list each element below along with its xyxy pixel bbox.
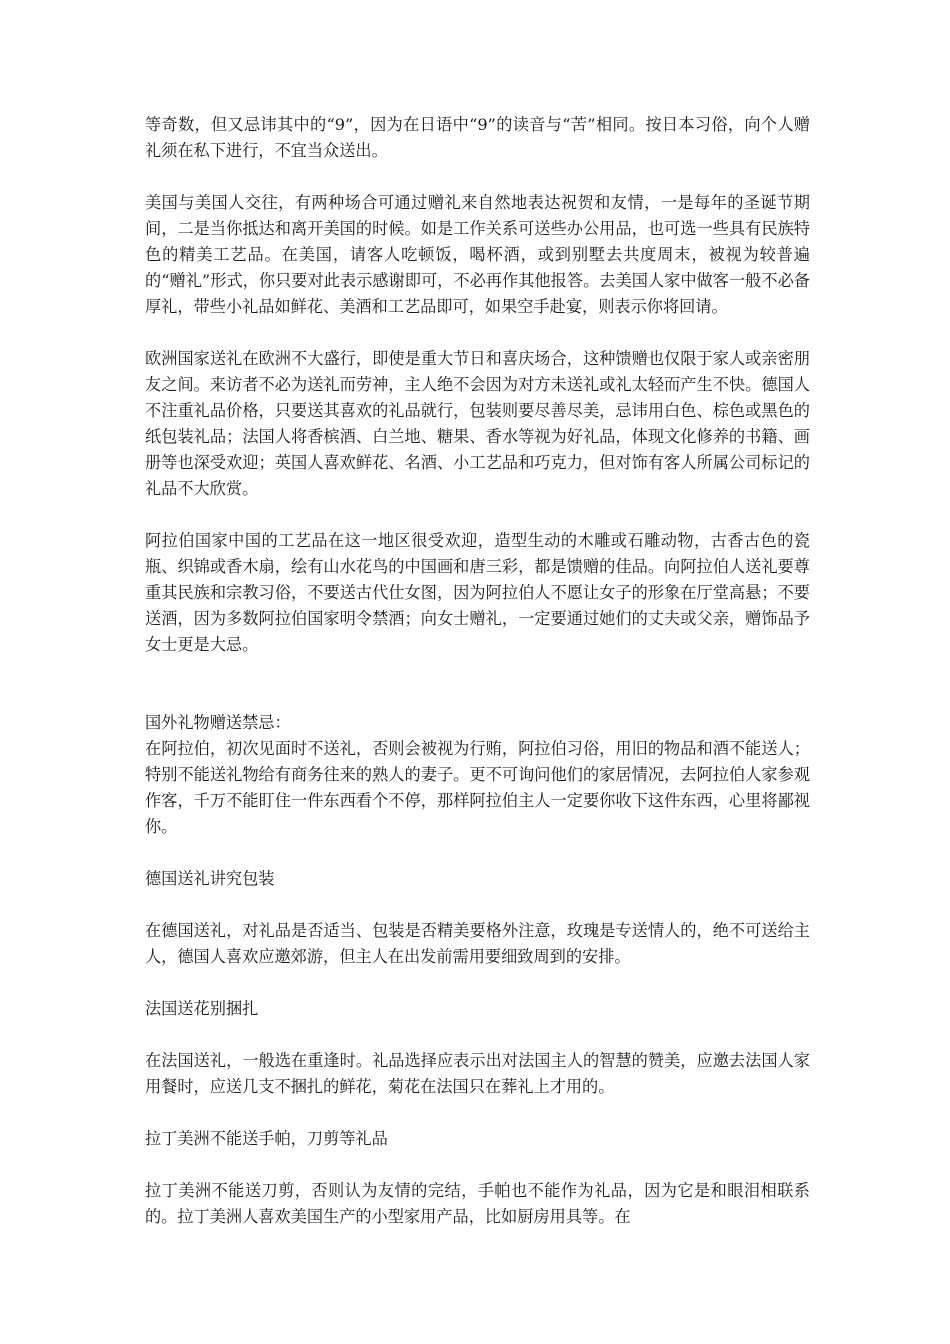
paragraph-usa-gifts: 美国与美国人交往，有两种场合可通过赠礼来自然地表达祝贺和友情，一是每年的圣诞节期间，二是当你抵达和离开美国的时候。如是工作关系可送些办公用品，也可选一些具有民族特色的精美工艺品。在美国，请客人吃顿饭，喝杯酒，或到别墅去共度周末，被视为较普遍的“赠礼”形式，你只要对此表示感谢即可，不必再作其他报答。去美国人家中做客一般不必备厚礼，带些小礼品如鲜花、美酒和工艺品即可，如果空手赴宴，则表示你将回请。 [145, 193, 810, 316]
paragraph-japan-custom: 等奇数，但又忌讳其中的“9”，因为在日语中“9”的读音与“苦”相同。按日本习俗，向个人赠礼须在私下进行，不宜当众送出。 [145, 115, 810, 160]
document-page [145, 112, 810, 1256]
heading-latin-america: 拉丁美洲不能送手帕，刀剪等礼品 [145, 1129, 388, 1148]
paragraph-europe-gifts: 欧洲国家送礼在欧洲不大盛行，即使是重大节日和喜庆场合，这种馈赠也仅限于家人或亲密朋友之间。来访者不必为送礼而劳神，主人绝不会因为对方未送礼或礼太轻而产生不快。德国人不注重礼品价格，只要送其喜欢的礼品就行，包装则要尽善尽美，忌讳用白色、棕色或黑色的纸包装礼品；法国人将香槟酒、白兰地、糖果、香水等视为好礼品，体现文化修养的书籍、画册等也深受欢迎；英国人喜欢鲜花、名酒、小工艺品和巧克力，但对饰有客人所属公司标记的礼品不大欣赏。 [145, 349, 810, 498]
paragraph-arab-gifts: 阿拉伯国家中国的工艺品在这一地区很受欢迎，造型生动的木雕或石雕动物，古香古色的瓷瓶、织锦或香木扇，绘有山水花鸟的中国画和唐三彩，都是馈赠的佳品。向阿拉伯人送礼要尊重其民族和宗教习俗，不要送古代仕女图，因为阿拉伯人不愿让女子的形象在厅堂高悬；不要送酒，因为多数阿拉伯国家明令禁酒；向女士赠礼，一定要通过她们的丈夫或父亲，赠饰品予女士更是大忌。 [145, 531, 810, 654]
heading-gift-taboos: 国外礼物赠送禁忌： [145, 713, 291, 732]
paragraph-france: 在法国送礼，一般选在重逢时。礼品选择应表示出对法国主人的智慧的赞美，应邀去法国人家用餐时，应送几支不捆扎的鲜花，菊花在法国只在葬礼上才用的。 [145, 1051, 810, 1096]
heading-germany: 德国送礼讲究包装 [145, 869, 275, 888]
paragraph-germany: 在德国送礼，对礼品是否适当、包装是否精美要格外注意，玫瑰是专送情人的，绝不可送给主人，德国人喜欢应邀郊游，但主人在出发前需用要细致周到的安排。 [145, 921, 810, 966]
paragraph-latin-america: 拉丁美洲不能送刀剪，否则认为友情的完结，手帕也不能作为礼品，因为它是和眼泪相联系的。拉丁美洲人喜欢美国生产的小型家用产品，比如厨房用具等。在 [145, 1181, 810, 1226]
heading-france: 法国送花别捆扎 [145, 999, 259, 1018]
paragraph-arab-taboos: 在阿拉伯，初次见面时不送礼，否则会被视为行贿，阿拉伯习俗，用旧的物品和酒不能送人；特别不能送礼物给有商务往来的熟人的妻子。更不可询问他们的家居情况，去阿拉伯人家参观作客，千万不能盯住一件东西看个不停，那样阿拉伯主人一定要你收下这件东西，心里将鄙视你。 [145, 739, 810, 836]
